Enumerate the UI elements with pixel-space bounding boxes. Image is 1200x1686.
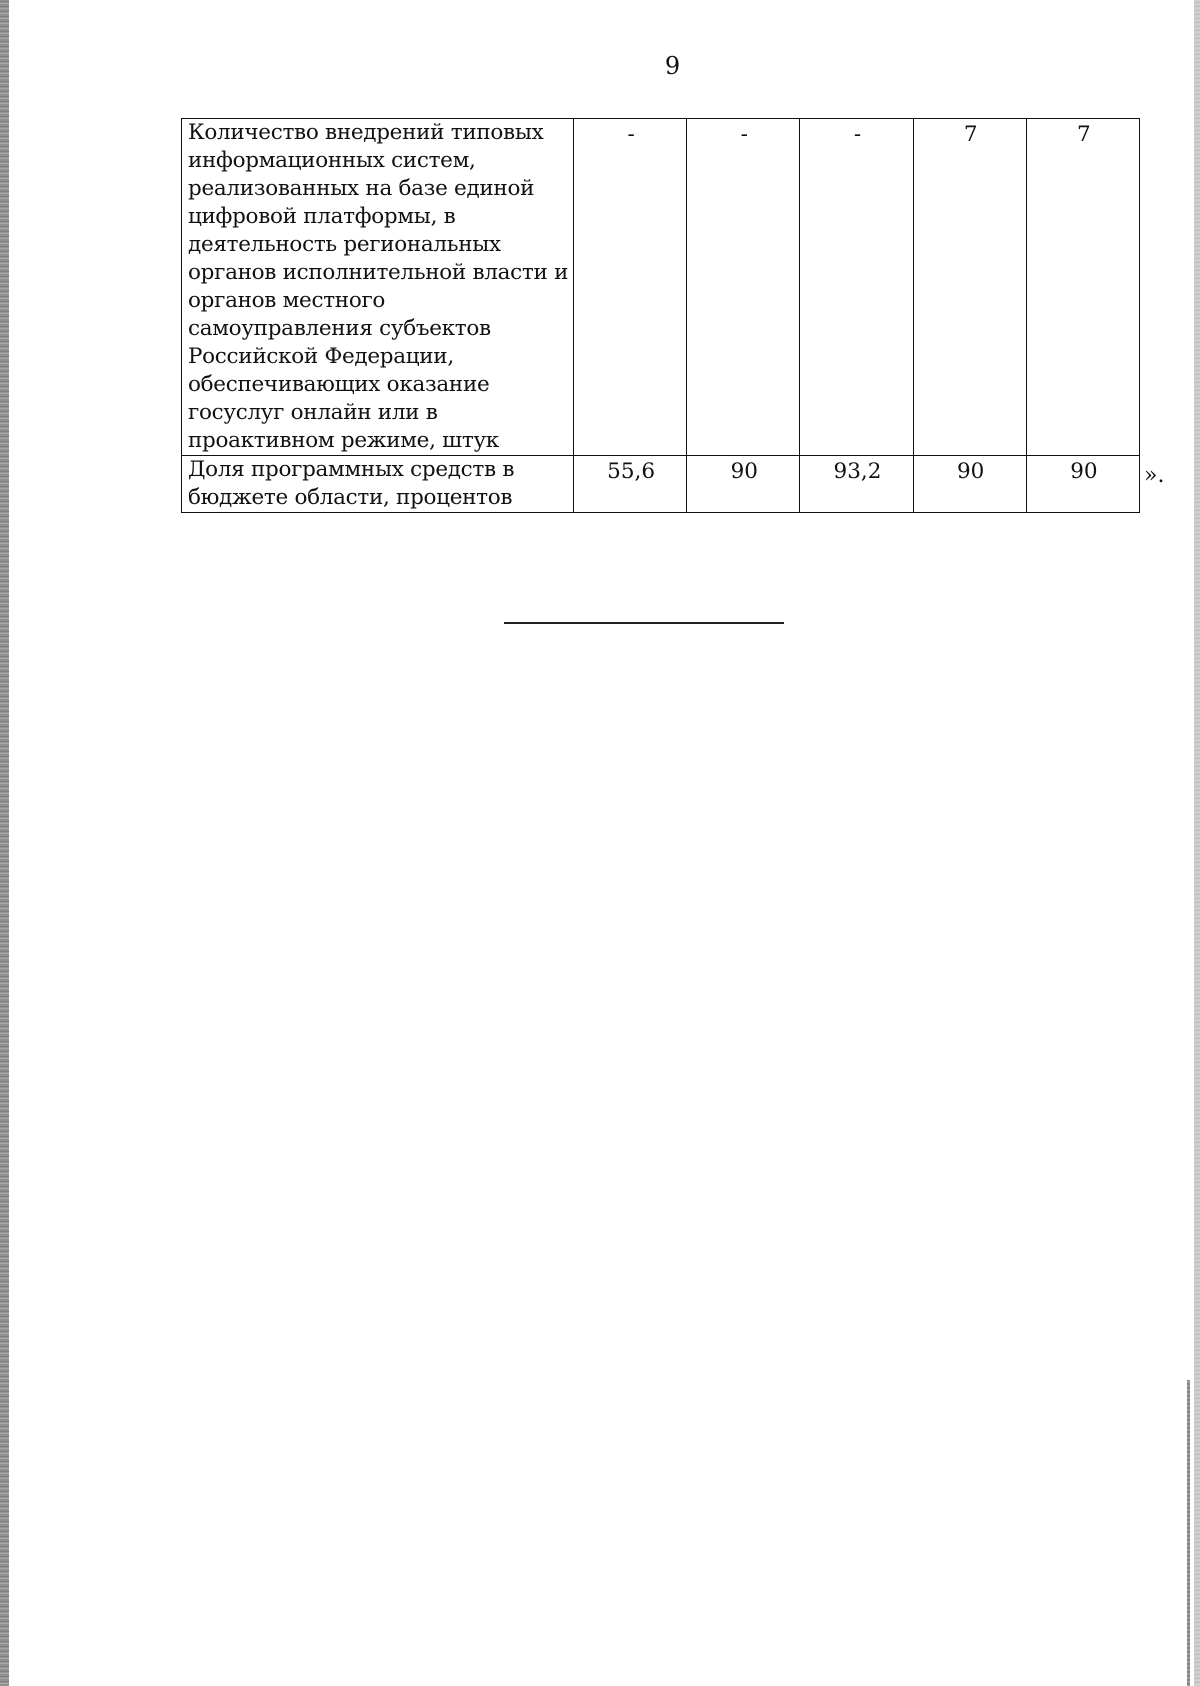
indicator-value: 90 bbox=[687, 456, 800, 513]
indicator-value: 55,6 bbox=[574, 456, 687, 513]
indicator-value: - bbox=[800, 119, 913, 456]
scan-edge-right-mark bbox=[1187, 1380, 1190, 1686]
page-number: 9 bbox=[664, 52, 681, 80]
table-row bbox=[182, 456, 1140, 513]
indicator-name: Количество внедрений типовых информационных систем, реализованных на базе единой цифровой платформы, в деятельность региональных органов исполнительной власти и органов местного самоуправления субъектов Российской Федерации, обеспечивающих оказание госуслуг онлайн или в проактивном режиме, штук bbox=[182, 119, 574, 456]
indicator-value: 90 bbox=[913, 456, 1026, 513]
indicator-value: - bbox=[574, 119, 687, 456]
indicators-table bbox=[181, 118, 1140, 513]
scan-edge-right bbox=[1194, 0, 1200, 1686]
indicator-name: Доля программных средств в бюджете области, процентов bbox=[182, 456, 574, 513]
scan-edge-left bbox=[0, 0, 9, 1686]
table-row bbox=[182, 119, 1140, 456]
closing-quote: ». bbox=[1144, 463, 1165, 488]
indicator-value: 93,2 bbox=[800, 456, 913, 513]
indicator-value: 90 bbox=[1026, 456, 1139, 513]
indicator-value: 7 bbox=[913, 119, 1026, 456]
indicator-value: - bbox=[687, 119, 800, 456]
separator-line bbox=[504, 622, 784, 624]
indicator-value: 7 bbox=[1026, 119, 1139, 456]
